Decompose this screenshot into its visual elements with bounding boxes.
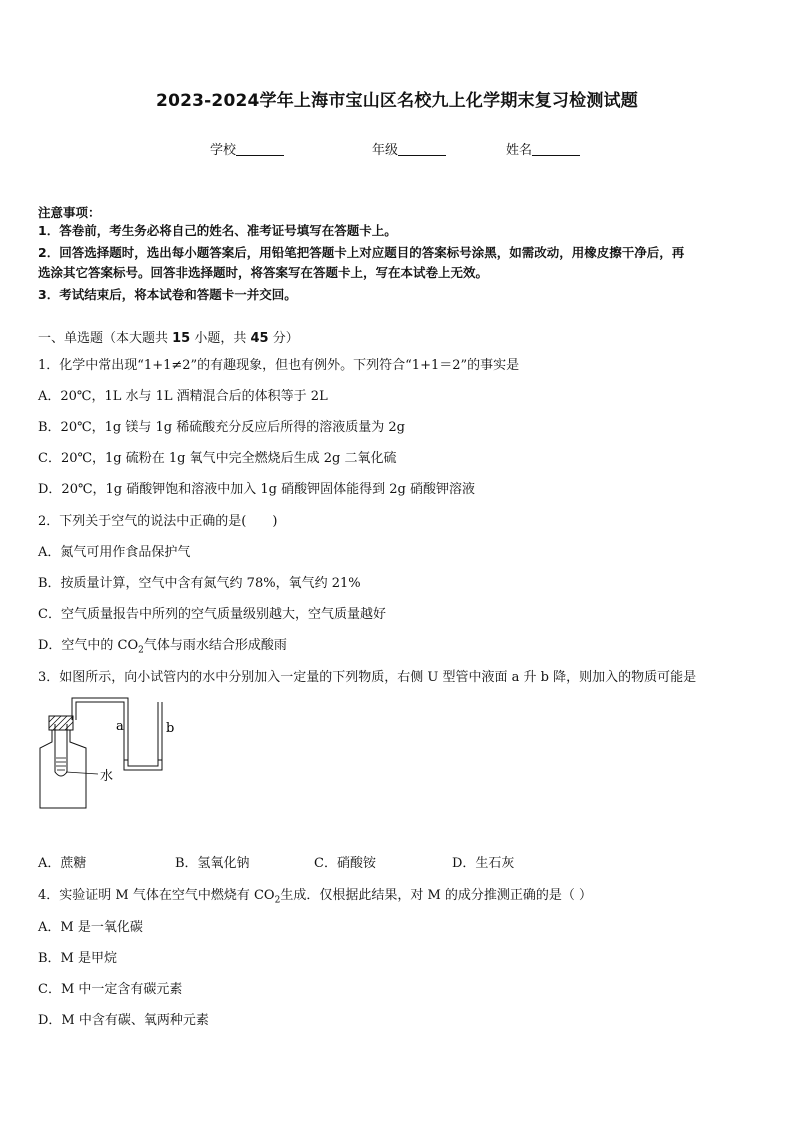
- school-field: [210, 139, 284, 158]
- water-label: 水: [100, 769, 114, 784]
- grade-blank: [398, 141, 446, 156]
- school-label: 学校: [210, 143, 237, 158]
- q4-option-c: C．M 中一定含有碳元素: [38, 982, 183, 997]
- apparatus-diagram: [36, 694, 176, 812]
- q4-option-b: B．M 是甲烷: [38, 951, 117, 966]
- small-test-tube: [55, 724, 67, 776]
- tube-water: [56, 758, 66, 770]
- name-blank: [532, 141, 580, 156]
- q1-option-b: B．20℃，1g 镁与 1g 稀硫酸充分反应后所得的溶液质量为 2g: [38, 420, 405, 435]
- q3-option-a: A．蔗糖: [38, 856, 87, 871]
- q3-stem: 3．如图所示，向小试管内的水中分别加入一定量的下列物质，右侧 U 型管中液面 a 升 b 降，则加入的物质可能是: [38, 670, 697, 685]
- q3-option-c: C．硝酸铵: [314, 856, 376, 871]
- note-2-cont: 选涂其它答案标号。回答非选择题时，将答案写在答题卡上，写在本试卷上无效。: [38, 265, 489, 280]
- grade-label: 年级: [372, 143, 399, 158]
- q2-stem: 2．下列关于空气的说法中正确的是( ): [38, 514, 278, 529]
- notes-heading: 注意事项：: [38, 205, 101, 220]
- q2-option-b: B．按质量计算，空气中含有氮气约 78%，氧气约 21%: [38, 576, 361, 591]
- water-leader: [66, 772, 98, 774]
- note-1: 1．答卷前，考生务必将自己的姓名、准考证号填写在答题卡上。: [38, 223, 397, 238]
- section-heading: 一、单选题（本大题共 15 小题，共 45 分）: [38, 331, 299, 346]
- school-blank: [236, 141, 284, 156]
- wide-bottle: [40, 730, 86, 808]
- name-label: 姓名: [506, 143, 533, 158]
- q2-option-a: A．氮气可用作食品保护气: [38, 545, 191, 560]
- note-2: 2．回答选择题时，选出每小题答案后，用铅笔把答题卡上对应题目的答案标号涂黑，如需改动，用橡皮擦干净后，再: [38, 245, 685, 260]
- q3-option-b: B．氢氧化钠: [175, 856, 250, 871]
- q2-option-d: D．空气中的 $CO_2$气体与雨水结合形成酸雨: [38, 638, 287, 656]
- q1-stem: 1．化学中常出现“1+1≠2”的有趣现象，但也有例外。下列符合“1+1＝2”的事实是: [38, 358, 520, 373]
- grade-field: [372, 139, 446, 158]
- q2-option-c: C．空气质量报告中所列的空气质量级别越大，空气质量越好: [38, 607, 386, 622]
- q3-option-d: D．生石灰: [452, 856, 515, 871]
- note-3: 3．考试结束后，将本试卷和答题卡一并交回。: [38, 287, 297, 302]
- page-title: 2023-2024学年上海市宝山区名校九上化学期末复习检测试题: [156, 91, 638, 111]
- label-b: b: [166, 721, 175, 736]
- q4-option-d: D．M 中含有碳、氧两种元素: [38, 1013, 209, 1028]
- q4-option-a: A．M 是一氧化碳: [38, 920, 143, 935]
- q1-option-a: A．20℃，1L 水与 1L 酒精混合后的体积等于 2L: [38, 389, 328, 404]
- q4-stem: 4．实验证明 M 气体在空气中燃烧有 $CO_2$生成．仅根据此结果，对 M 的成分推测正确的是（ ）: [38, 888, 593, 906]
- q1-option-c: C．20℃，1g 硫粉在 1g 氧气中完全燃烧后生成 2g 二氧化硫: [38, 451, 397, 466]
- label-a: a: [116, 719, 124, 734]
- u-tube: [124, 702, 162, 770]
- name-field: [506, 139, 580, 158]
- q1-option-d: D．20℃，1g 硝酸钾饱和溶液中加入 1g 硝酸钾固体能得到 2g 硝酸钾溶液: [38, 482, 475, 497]
